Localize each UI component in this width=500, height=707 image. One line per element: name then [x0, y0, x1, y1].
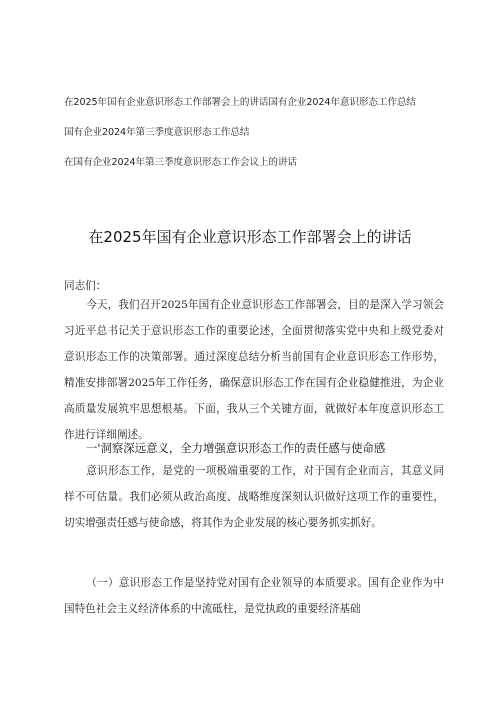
toc-item[interactable]: 国有企业2024年第三季度意识形态工作总结 [64, 127, 250, 138]
salutation: 同志们： [64, 280, 107, 292]
body-paragraph: （一）意识形态工作是坚持党对国有企业领导的本质要求。国有企业作为中国特色社会主义经济体系的中流砥柱，是党执政的重要经济基础 [64, 577, 444, 615]
section-heading: 一'洞察深远意义，全力增强意识形态工作的责任感与使命感 [86, 441, 386, 455]
toc-item[interactable]: 在国有企业2024年第三季度意识形态工作会议上的讲话 [64, 157, 297, 168]
document-title: 在2025年国有企业意识形态工作部署会上的讲话 [88, 228, 412, 246]
body-paragraph: 意识形态工作，是党的一项极端重要的工作，对于国有企业而言，其意义同样不可估量。我们必须从政治高度、战略维度深刻认识做好这项工作的重要性，切实增强责任感与使命感，将其作为企业发展的核心要务抓实抓好。 [64, 465, 444, 529]
toc-item[interactable]: 在2025年国有企业意识形态工作部署会上的讲话国有企业2024年意识形态工作总结 [64, 97, 416, 108]
body-paragraph: 今天，我们召开2025年国有企业意识形态工作部署会，目的是深入学习领会习近平总书记关于意识形态工作的重要论述，全面贯彻落实党中央和上级党委对意识形态工作的决策部署。通过深度总结分析当前国有企业意识形态工作形势，精准安排部署2025年工作任务，确保意识形态工作在国有企业稳健推进，为企业高质量发展筑牢思想根基。下面，我从三个关键方面，就做好本年度意识形态工作进行详细阐述。 [64, 299, 444, 441]
table-of-contents [64, 96, 454, 186]
